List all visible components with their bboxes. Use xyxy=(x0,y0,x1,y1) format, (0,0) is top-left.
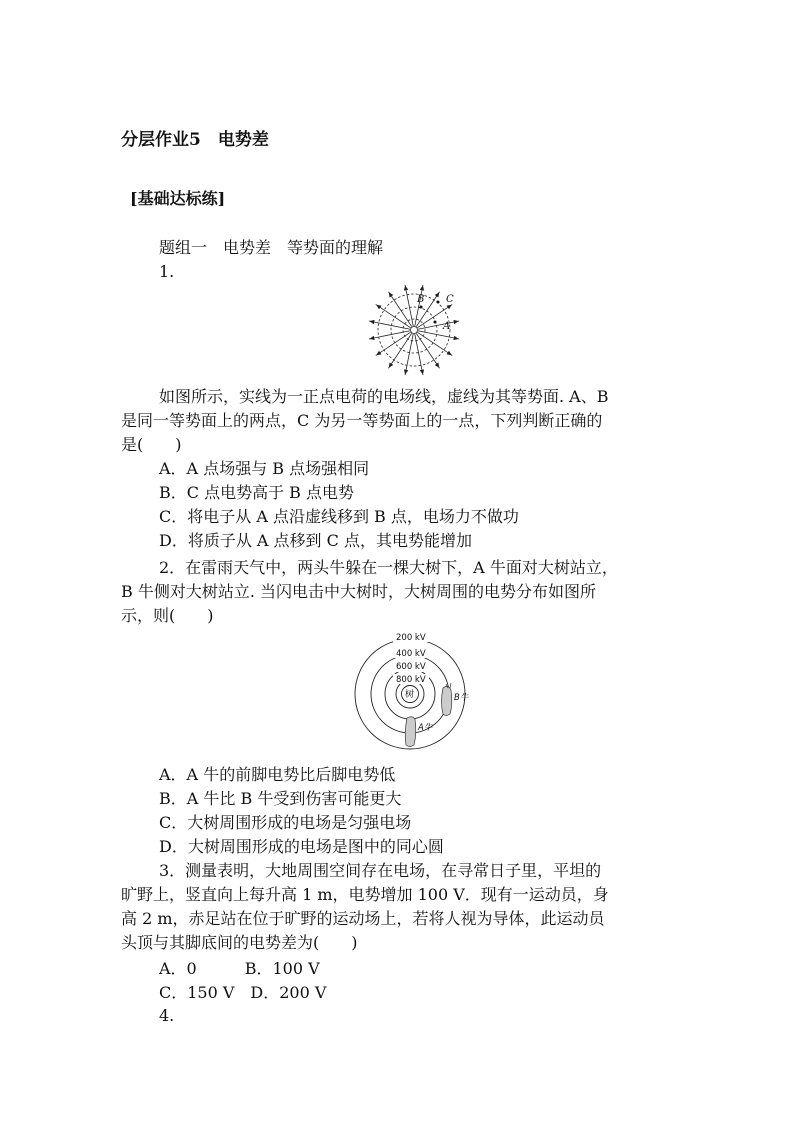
field-line xyxy=(388,333,411,368)
field-line-arrow xyxy=(389,363,392,367)
q1-option-c: C．将电子从 A 点沿虚线移到 B 点，电场力不做功 xyxy=(159,507,519,526)
q2-option-c: C．大树周围形成的电场是匀强电场 xyxy=(159,813,412,832)
field-line-arrow xyxy=(454,336,458,339)
question-4-number: 4. xyxy=(159,1006,175,1025)
label-cow-b: B牛 xyxy=(454,693,469,703)
q3-options-row-1: A．0 B．100 V xyxy=(159,959,320,978)
label-c: C xyxy=(446,294,454,305)
label-cow-a: A牛 xyxy=(418,723,433,733)
field-line-arrow xyxy=(447,305,451,308)
question-1-number: 1. xyxy=(159,262,175,281)
field-line xyxy=(415,334,423,375)
q3-stem-line-2: 旷野上，竖直向上每升高 1 m，电势增加 100 V．现有一运动员，身 xyxy=(121,885,609,904)
page-title: 分层作业5 电势差 xyxy=(121,130,269,150)
q1-option-a: A．A 点场强与 B 点场强相同 xyxy=(159,459,370,478)
field-line-arrow xyxy=(370,336,374,339)
field-line-arrow xyxy=(370,320,374,323)
topic-group-heading: 题组一 电势差 等势面的理解 xyxy=(159,238,384,257)
point-c xyxy=(437,301,440,304)
field-line-arrow xyxy=(447,351,451,354)
q3-stem-line-3: 高 2 m，赤足站在位于旷野的运动场上，若将人视为导体，此运动员 xyxy=(121,909,605,928)
point-charge xyxy=(411,327,418,334)
cow-b-icon xyxy=(442,686,452,715)
q2-stem-line-1: 2．在雷雨天气中，两头牛躲在一棵大树下，A 牛面对大树站立， xyxy=(159,558,618,577)
label-400kv: 400 kV xyxy=(396,649,426,659)
field-line xyxy=(405,334,413,375)
q2-option-d: D．大树周围形成的电场是图中的同心圆 xyxy=(159,837,444,856)
field-line xyxy=(376,332,411,355)
field-line-arrow xyxy=(404,370,407,374)
field-line-arrow xyxy=(389,293,392,297)
field-line-arrow xyxy=(435,363,438,367)
field-line-arrow xyxy=(377,305,381,308)
label-b: B xyxy=(417,294,425,305)
point-b xyxy=(420,306,423,309)
q1-stem-line-2: 是同一等势面上的两点，C 为另一等势面上的一点，下列判断正确的 xyxy=(121,411,603,430)
field-line-arrow xyxy=(454,320,458,323)
field-line-arrow xyxy=(420,370,423,374)
q3-options-row-2: C．150 V D．200 V xyxy=(159,983,327,1002)
field-line xyxy=(369,321,410,329)
field-lines-figure xyxy=(364,282,464,378)
section-heading: [基础达标练] xyxy=(130,189,226,208)
tree-potential-figure xyxy=(350,626,480,758)
cow-a-icon xyxy=(405,717,416,747)
q3-stem-line-1: 3．测量表明，大地周围空间存在电场，在寻常日子里，平坦的 xyxy=(159,861,602,880)
field-line-arrow xyxy=(435,293,438,297)
q1-option-d: D．将质子从 A 点移到 C 点，其电势能增加 xyxy=(159,531,472,550)
q2-option-a: A．A 牛的前脚电势比后脚电势低 xyxy=(159,765,396,784)
label-tree: 树 xyxy=(405,690,415,700)
field-line-arrow xyxy=(377,351,381,354)
label-200kv: 200 kV xyxy=(396,633,426,643)
q1-stem-line-1: 如图所示，实线为一正点电荷的电场线，虚线为其等势面. A、B xyxy=(159,387,609,406)
q1-option-b: B．C 点电势高于 B 点电势 xyxy=(159,483,355,502)
field-line-arrow xyxy=(420,286,423,290)
label-800kv: 800 kV xyxy=(396,675,426,685)
q2-stem-line-2: B 牛侧对大树站立. 当闪电击中大树时，大树周围的电势分布如图所 xyxy=(121,582,597,601)
label-a: A xyxy=(443,321,451,332)
field-line-arrow xyxy=(404,286,407,290)
q2-option-b: B．A 牛比 B 牛受到伤害可能更大 xyxy=(159,789,402,808)
point-a xyxy=(434,321,437,324)
q1-stem-line-3: 是( ) xyxy=(121,435,182,454)
q2-stem-line-3: 示，则( ) xyxy=(121,606,214,625)
label-600kv: 600 kV xyxy=(396,662,426,672)
q3-stem-line-4: 头顶与其脚底间的电势差为( ) xyxy=(121,933,358,952)
